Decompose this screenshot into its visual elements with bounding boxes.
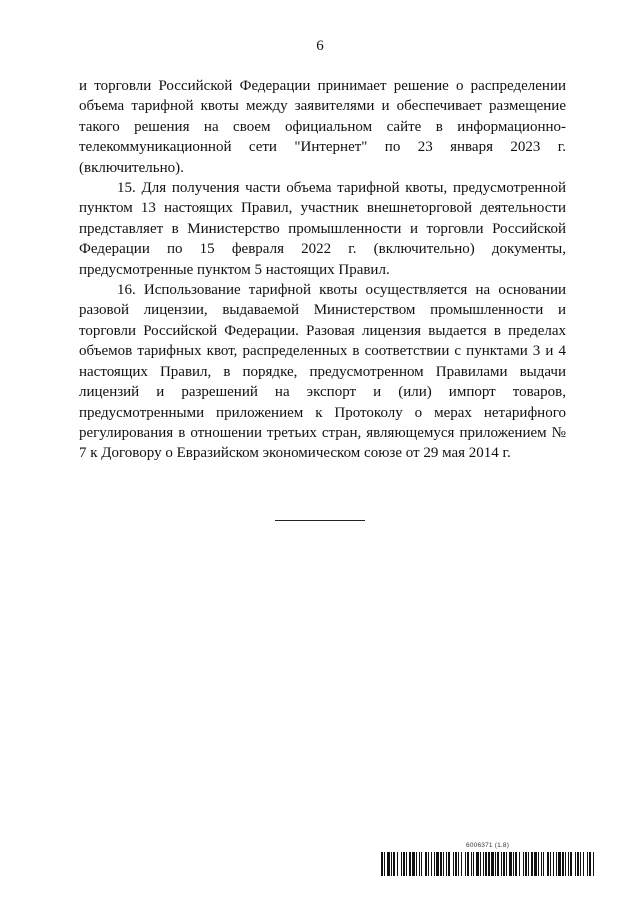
barcode-caption: 6006371 (1.8) <box>466 842 510 849</box>
paragraph-15: 15. Для получения части объема тарифной квоты, предусмотренной пунктом 13 настоящих Правил, участник внешнеторговой деятельности представляет в Министерство промышленности и торговли Российской Федерации по 15 февраля 2022 г. (включительно) документы, предусмотренные пунктом 5 настоящих Правил. <box>79 180 566 278</box>
end-of-text-divider <box>275 520 365 521</box>
barcode-block <box>381 842 594 876</box>
barcode-image <box>381 852 594 876</box>
paragraph-continuation: и торговли Российской Федерации принимает решение о распределении объема тарифной квоты между заявителями и обеспечивает размещение такого решения на своем официальном сайте в информационно-телекоммуникационной сети "Интернет" по 23 января 2023 г. (включительно). <box>79 78 566 176</box>
page-number: 6 <box>316 38 324 54</box>
document-body <box>79 76 566 464</box>
paragraph-16: 16. Использование тарифной квоты осуществляется на основании разовой лицензии, выдаваемой Министерством промышленности и торговли Российской Федерации. Разовая лицензия выдается в пределах объемов тарифных квот, распределенных в соответствии с пунктами 3 и 4 настоящих Правил, в порядке, предусмотренном Правилами выдачи лицензий и разрешений на экспорт и (или) импорт товаров, предусмотренными приложением к Протоколу о мерах нетарифного регулирования в отношении третьих стран, являющемуся приложением № 7 к Договору о Евразийском экономическом союзе от 29 мая 2014 г. <box>79 282 566 462</box>
